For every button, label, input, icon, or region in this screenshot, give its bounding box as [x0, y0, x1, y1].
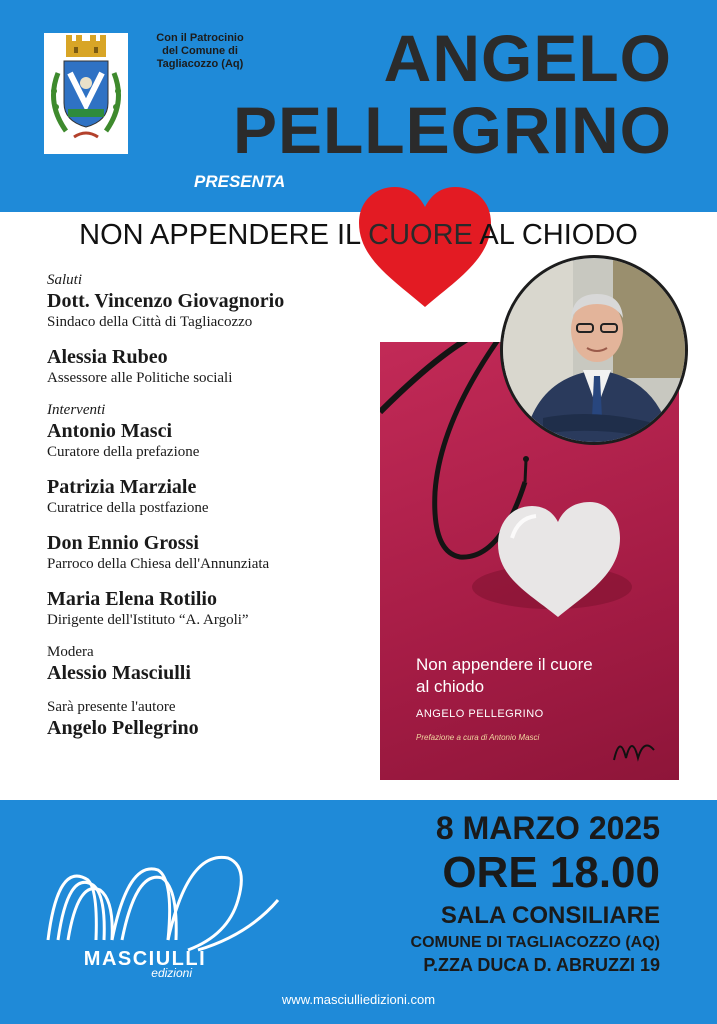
author-name: Angelo Pellegrino — [47, 717, 199, 739]
speaker-name: Dott. Vincenzo Giovagnorio — [47, 290, 285, 312]
event-address-line: COMUNE DI TAGLIACOZZO (AQ) — [410, 934, 660, 951]
speaker-role: Dirigente dell'Istituto “A. Argoli” — [47, 612, 249, 628]
website-link[interactable]: www.masciulliedizioni.com — [281, 992, 436, 1007]
speaker-role: Assessore alle Politiche sociali — [47, 370, 233, 386]
speaker-group — [47, 345, 377, 388]
publisher-name: MASCIULLI — [83, 948, 207, 970]
speaker-name: Patrizia Marziale — [47, 476, 197, 498]
author-label: Sarà presente l'autore — [47, 699, 176, 715]
event-time: ORE 18.00 — [442, 848, 660, 897]
speaker-role: Parroco della Chiesa dell'Annunziata — [47, 556, 270, 572]
speaker-name: Antonio Masci — [47, 420, 172, 442]
book-title-line: Non appendere il cuore — [416, 655, 593, 674]
publisher-sub: edizioni — [151, 966, 192, 980]
book-author: ANGELO PELLEGRINO — [416, 708, 544, 720]
author-group — [47, 698, 377, 740]
speaker-name: Maria Elena Rotilio — [47, 588, 217, 610]
speaker-group — [47, 475, 377, 518]
speaker-group — [47, 531, 377, 574]
town-crest-icon — [44, 33, 128, 154]
speaker-role: Curatrice della postfazione — [47, 500, 209, 516]
event-venue: SALA CONSILIARE — [440, 902, 660, 929]
title-start: NON APPENDERE IL — [79, 219, 369, 251]
event-address-line: P.ZZA DUCA D. ABRUZZI 19 — [423, 955, 660, 975]
patronage-line: Con il Patrocinio — [156, 32, 244, 44]
author-photo — [500, 255, 688, 445]
author-first-name: ANGELO — [383, 21, 672, 95]
author-last-name: PELLEGRINO — [232, 93, 672, 167]
book-title-line: al chiodo — [416, 677, 485, 696]
speaker-group — [47, 587, 377, 630]
patronage-line: Tagliacozzo (Aq) — [156, 58, 244, 70]
speaker-group — [47, 271, 377, 332]
event-title — [0, 219, 717, 252]
patronage-line: del Comune di — [162, 45, 238, 57]
publisher-mark-icon — [610, 730, 658, 764]
speaker-role: Sindaco della Città di Tagliacozzo — [47, 314, 253, 330]
event-date: 8 MARZO 2025 — [435, 810, 660, 846]
moderator-label: Modera — [47, 644, 94, 660]
speaker-name: Don Ennio Grossi — [47, 532, 199, 554]
moderator-group — [47, 643, 377, 685]
speakers-list — [47, 271, 377, 753]
presents-label: PRESENTA — [194, 172, 286, 191]
title-highlight: CUORE — [368, 219, 473, 251]
book-preface: Prefazione a cura di Antonio Masci — [416, 733, 540, 742]
greetings-label: Saluti — [47, 272, 83, 288]
moderator-name: Alessio Masciulli — [47, 662, 191, 684]
speaker-group — [47, 401, 377, 462]
talks-label: Interventi — [47, 402, 106, 418]
book-title — [416, 654, 676, 698]
title-end: AL CHIODO — [472, 219, 638, 251]
speaker-role: Curatore della prefazione — [47, 444, 200, 460]
speaker-name: Alessia Rubeo — [47, 346, 168, 368]
